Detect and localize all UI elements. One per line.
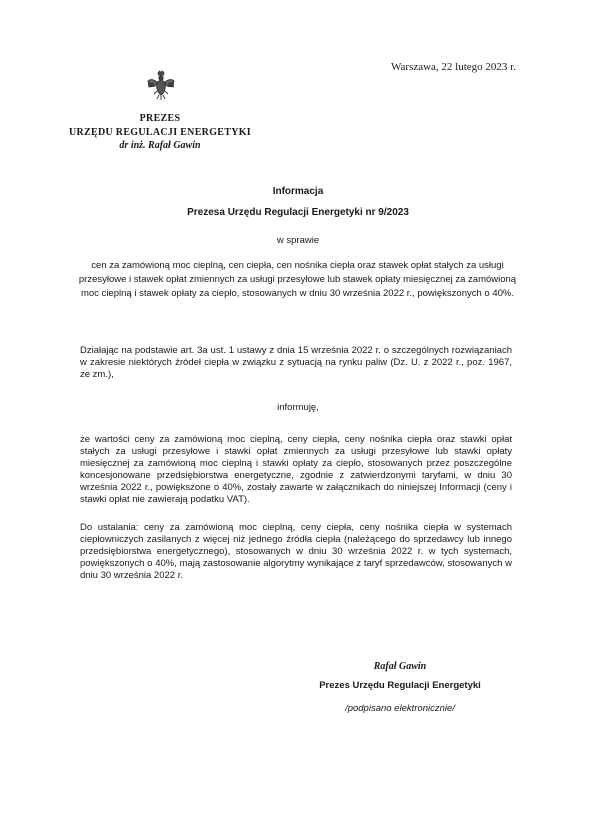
signature-note: /podpisano elektronicznie/ bbox=[345, 703, 455, 714]
document-subtitle: Prezesa Urzędu Regulacji Energetyki nr 9/2023 bbox=[187, 207, 409, 218]
authority-person: dr inż. Rafał Gawin bbox=[119, 140, 201, 151]
prices-paragraph: że wartości ceny za zamówioną moc cieplną, ceny ciepła, ceny nośnika ciepła oraz stawki opłat stałych za usługi przesyłowe i stawki opłat zmiennych za usługi przesyłowe lub stawki opłaty miesięcznej za zamówioną moc cieplną i stawki opłaty za ciepło, stosowanych przez poszczególne koncesjonowane przedsiębiorstwa energetyczne, zgodnie z zatwierdzonymi taryfami, w dniu 30 września 2022 r., powiększone o 40%, zostały zawarte w załącznikach do niniejszej Informacji (ceny i stawki opłat nie zawierają podatku VAT). bbox=[80, 434, 512, 505]
informuje-heading: informuję, bbox=[277, 402, 319, 413]
issuing-authority bbox=[60, 112, 260, 153]
authority-title: PREZES bbox=[139, 113, 181, 124]
legal-basis-paragraph: Działając na podstawie art. 3a ust. 1 ustawy z dnia 15 września 2022 r. o szczególnych rozwiązaniach w zakresie niektórych źródeł ciepła w związku z sytuacją na rynku paliw (Dz. U. z 2022 r., poz. 1967, ze zm.), bbox=[80, 345, 512, 380]
subject-intro: w sprawie bbox=[276, 235, 320, 246]
signature-name: Rafał Gawin bbox=[373, 661, 427, 672]
authority-office: URZĘDU REGULACJI ENERGETYKI bbox=[68, 126, 252, 138]
subject-text: cen za zamówioną moc cieplną, cen ciepła, cen nośnika ciepła oraz stawek opłat stałych za usługi przesyłowe i stawek opłat zmiennych za usługi przesyłowe lub stawek opłaty miesięcznej za zamówioną moc cieplną i stawek opłaty za ciepło, stosowanych w dniu 30 września 2022 r., powiększonych o 40%. bbox=[78, 260, 517, 299]
document-title: Informacja bbox=[272, 186, 324, 197]
document-date: Warszawa, 22 lutego 2023 r. bbox=[391, 61, 516, 73]
polish-eagle-emblem-icon bbox=[146, 70, 176, 102]
algorithms-paragraph: Do ustalania: ceny za zamówioną moc cieplną, ceny ciepła, ceny nośnika ciepła w systemach ciepłowniczych zasilanych z więcej niż jednego źródła ciepła (należącego do sprzedawcy lub innego przedsiębiorstwa energetycznego), stosowanych w dniu 30 września 2022 r. w tych systemach, powiększonych o 40%, mają zastosowanie algorytmy wynikające z taryf sprzedawców, stosowanych w dniu 30 września 2022 r. bbox=[80, 522, 512, 581]
signature-role: Prezes Urzędu Regulacji Energetyki bbox=[319, 680, 481, 691]
